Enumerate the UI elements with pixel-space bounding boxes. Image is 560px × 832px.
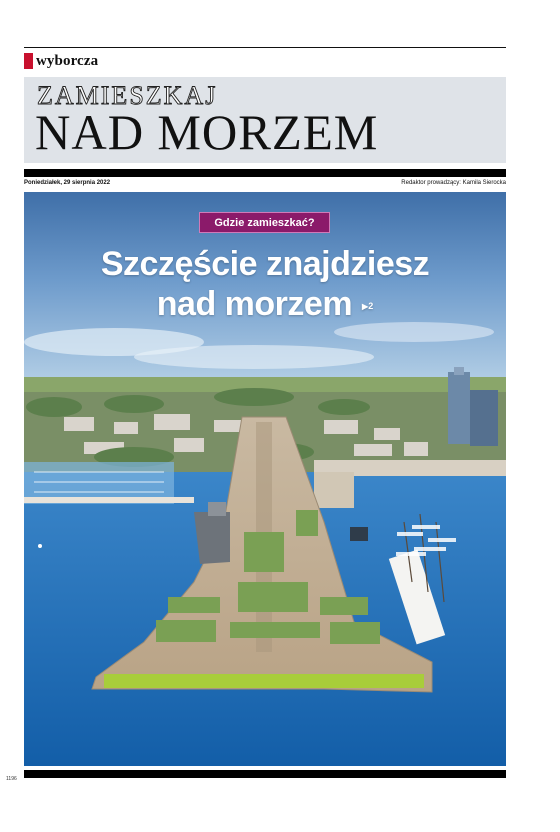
- brand-logo-mark: [24, 53, 33, 69]
- issue-date: Poniedziałek, 29 sierpnia 2022: [24, 180, 111, 186]
- editor-credit: Redaktor prowadzący: Kamila Sierocka: [401, 180, 506, 186]
- footer-rule: [24, 770, 506, 778]
- section-banner: [24, 77, 506, 163]
- headline-line-2-wrap: [24, 284, 506, 327]
- triangle-right-icon: ▶: [362, 301, 369, 311]
- masthead: [24, 52, 98, 70]
- top-rule: [24, 47, 506, 48]
- headline-line-1: Szczęście znajdziesz: [100, 245, 430, 283]
- section-kicker: Gdzie zamieszkać?: [199, 212, 330, 233]
- brand-name: wyborcza: [36, 52, 99, 69]
- headline-line-2: nad morzem: [156, 285, 353, 323]
- page-ref-number: 2: [368, 300, 374, 311]
- page-reference[interactable]: [362, 301, 373, 311]
- page-folio: 1196: [6, 776, 17, 782]
- banner-title: NAD MORZEM: [35, 104, 379, 160]
- header-rule: [24, 169, 506, 177]
- cover-headline: [24, 244, 506, 327]
- cover-photo: [24, 192, 506, 766]
- banner-supertitle: ZAMIESZKAJ: [37, 81, 218, 110]
